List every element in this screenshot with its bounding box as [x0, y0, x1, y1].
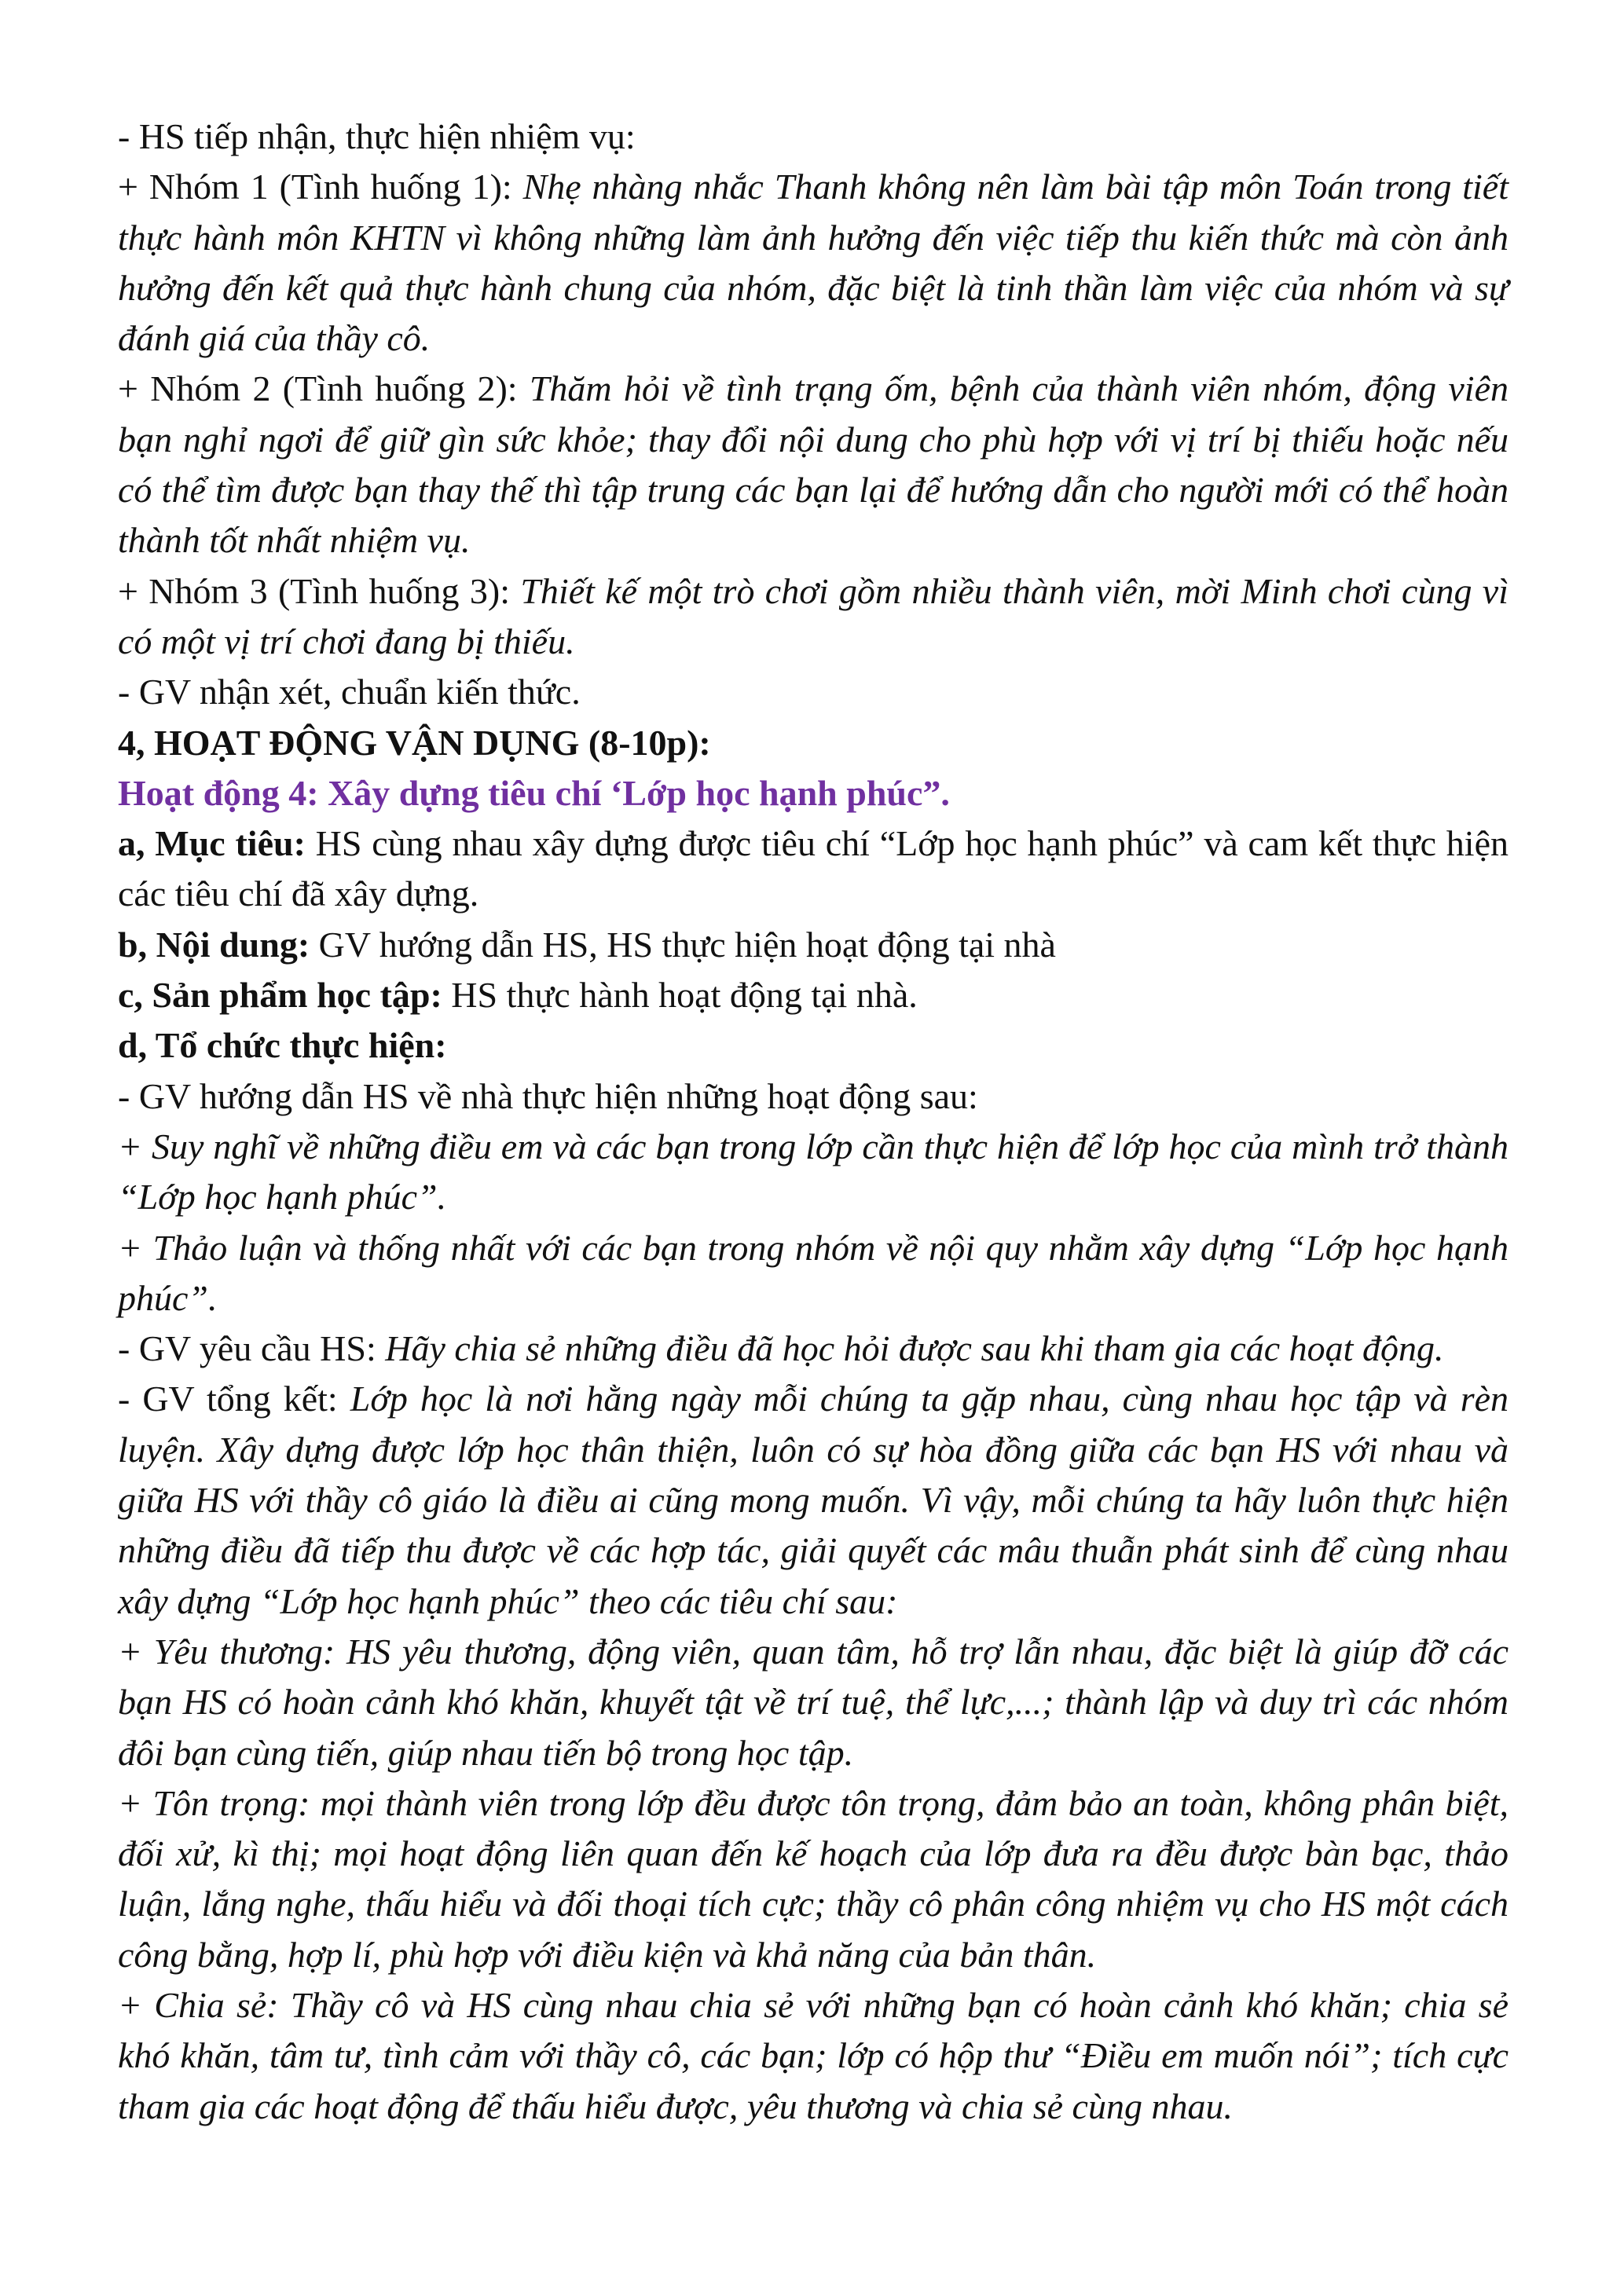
activity4-title: Hoạt động 4: Xây dựng tiêu chí ‘Lớp học hạnh phúc”. [118, 772, 950, 813]
summary-text: Lớp học là nơi hằng ngày mỗi chúng ta gặp nhau, cùng nhau học tập và rèn luyện. Xây dựng được lớp học thân thiện, luôn có sự hòa đồng giữa các bạn HS với nhau và giữa HS với thầy cô giáo là điều ai cũng mong muốn. Vì vậy, mỗi chúng ta hãy luôn thực hiện những điều đã tiếp thu được về các hợp tác, giải quyết các mâu thuẫn phát sinh để cùng nhau xây dựng “Lớp học hạnh phúc” theo các tiêu chí sau: [118, 1379, 1509, 1621]
group1-text: Nhẹ nhàng nhắc Thanh không nên làm bài tập môn Toán trong tiết thực hành môn KHTN vì không những làm ảnh hưởng đến việc tiếp thu kiến thức mà còn ảnh hưởng đến kết quả thực hành chung của nhóm, đặc biệt là tinh thần làm việc của nhóm và sự đánh giá của thầy cô. [118, 167, 1509, 359]
teacher-comment: - GV nhận xét, chuẩn kiến thức. [118, 672, 581, 712]
org-label: d, Tổ chức thực hiện: [118, 1025, 447, 1066]
group2-label: + Nhóm 2 (Tình huống 2): [118, 368, 530, 409]
request-text: Hãy chia sẻ những điều đã học hỏi được sau khi tham gia các hoạt động. [385, 1328, 1444, 1369]
content-text: GV hướng dẫn HS, HS thực hiện hoạt động tại nhà [310, 924, 1056, 965]
group1-label: + Nhóm 1 (Tình huống 1): [118, 167, 523, 207]
group2-text: Thăm hỏi về tình trạng ốm, bệnh của thành viên nhóm, động viên bạn nghỉ ngơi để giữ gìn sức khỏe; thay đổi nội dung cho phù hợp với vị trí bị thiếu hoặc nếu có thể tìm được bạn thay thế thì tập trung các bạn lại để hướng dẫn cho người mới có thể hoàn thành tốt nhất nhiệm vụ. [118, 368, 1509, 561]
group2-paragraph [118, 364, 1509, 566]
summary-paragraph [118, 1374, 1509, 1626]
product-paragraph [118, 970, 1509, 1020]
guide-item-2: + Thảo luận và thống nhất với các bạn trong nhóm về nội quy nhằm xây dựng “Lớp học hạnh phúc”. [118, 1227, 1509, 1318]
task-intro: - HS tiếp nhận, thực hiện nhiệm vụ: [118, 116, 636, 156]
guide-intro: - GV hướng dẫn HS về nhà thực hiện những hoạt động sau: [118, 1075, 978, 1116]
goal-paragraph [118, 818, 1509, 920]
group3-paragraph [118, 566, 1509, 668]
group3-label: + Nhóm 3 (Tình huống 3): [118, 570, 521, 611]
goal-label: a, Mục tiêu: [118, 823, 306, 864]
goal-text: HS cùng nhau xây dựng được tiêu chí “Lớp học hạnh phúc” và cam kết thực hiện các tiêu chí đã xây dựng. [118, 823, 1509, 914]
section4-heading: 4, HOẠT ĐỘNG VẬN DỤNG (8-10p): [118, 722, 711, 763]
product-label: c, Sản phẩm học tập: [118, 975, 442, 1016]
summary-label: - GV tổng kết: [118, 1379, 350, 1419]
group3-text: Thiết kế một trò chơi gồm nhiều thành viên, mời Minh chơi cùng vì có một vị trí chơi đang bị thiếu. [118, 570, 1509, 661]
document-page [118, 112, 1509, 2132]
group1-paragraph [118, 162, 1509, 364]
guide-item-1: + Suy nghĩ về những điều em và các bạn trong lớp cần thực hiện để lớp học của mình trở thành “Lớp học hạnh phúc”. [118, 1126, 1509, 1218]
criterion-love: + Yêu thương: HS yêu thương, động viên, quan tâm, hỗ trợ lẫn nhau, đặc biệt là giúp đỡ các bạn HS có hoàn cảnh khó khăn, khuyết tật về trí tuệ, thể lực,...; thành lập và duy trì các nhóm đôi bạn cùng tiến, giúp nhau tiến bộ trong học tập. [118, 1631, 1509, 1773]
request-paragraph [118, 1324, 1509, 1374]
criterion-respect: + Tôn trọng: mọi thành viên trong lớp đều được tôn trọng, đảm bảo an toàn, không phân biệt, đối xử, kì thị; mọi hoạt động liên quan đến kế hoạch của lớp đưa ra đều được bàn bạc, thảo luận, lắng nghe, thấu hiểu và đối thoại tích cực; thầy cô phân công nhiệm vụ cho HS một cách công bằng, hợp lí, phù hợp với điều kiện và khả năng của bản thân. [118, 1782, 1509, 1975]
request-label: - GV yêu cầu HS: [118, 1328, 386, 1369]
content-paragraph [118, 920, 1509, 970]
content-label: b, Nội dung: [118, 924, 310, 965]
criterion-share: + Chia sẻ: Thầy cô và HS cùng nhau chia sẻ với những bạn có hoàn cảnh khó khăn; chia sẻ khó khăn, tâm tư, tình cảm với thầy cô, các bạn; lớp có hộp thư “Điều em muốn nói”; tích cực tham gia các hoạt động để thấu hiểu được, yêu thương và chia sẻ cùng nhau. [118, 1984, 1509, 2126]
product-text: HS thực hành hoạt động tại nhà. [442, 975, 918, 1016]
